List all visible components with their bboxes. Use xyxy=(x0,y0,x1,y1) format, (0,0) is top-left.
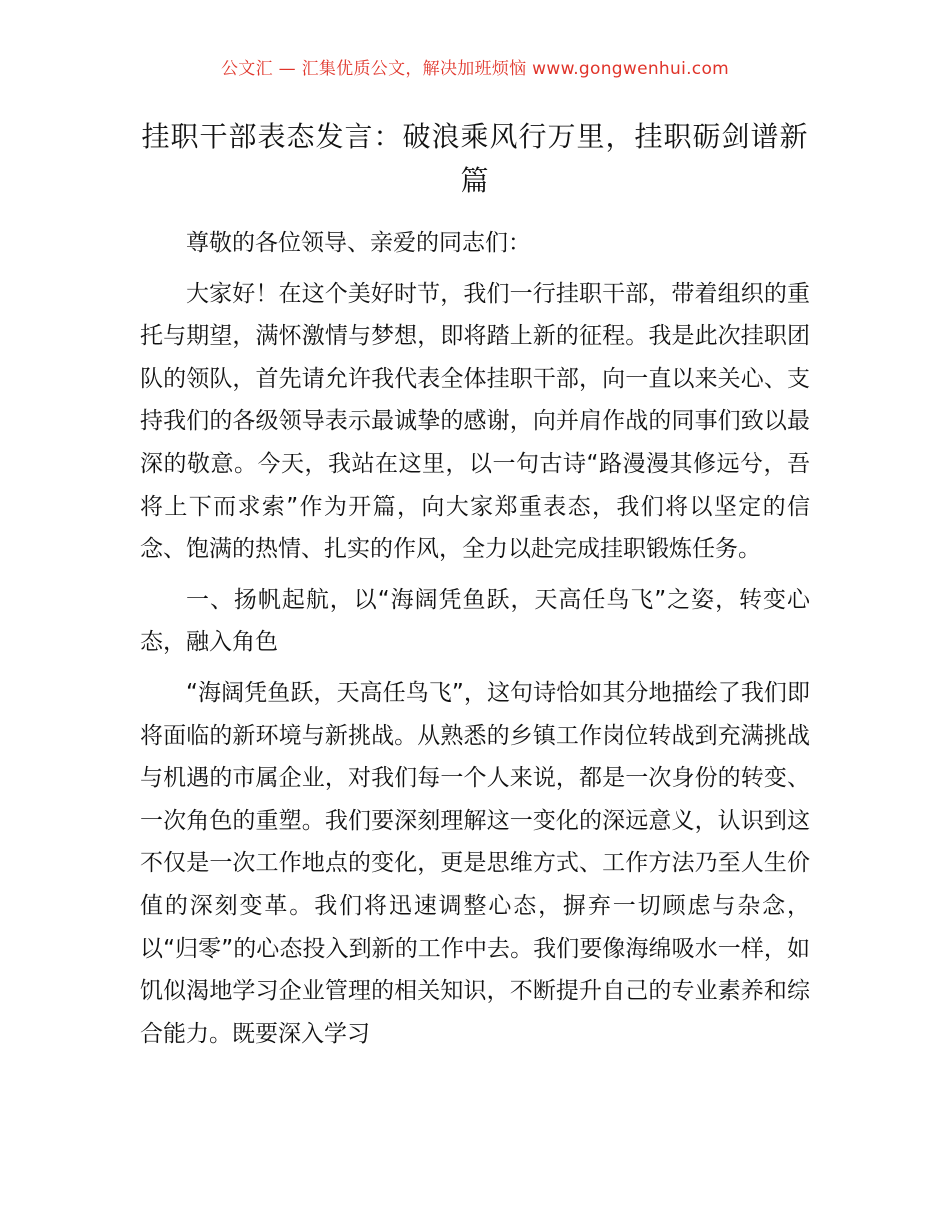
document-title: 挂职干部表态发言：破浪乘风行万里，挂职砺剑谱新篇 xyxy=(141,120,809,197)
paragraph-greeting: 大家好！在这个美好时节，我们一行挂职干部，带着组织的重托与期望，满怀激情与梦想，即将踏上新的征程。我是此次挂职团队的领队，首先请允许我代表全体挂职干部，向一直以来关心、支持我们的各级领导表示最诚挚的感谢，向并肩作战的同事们致以最深的敬意。今天，我站在这里，以一句古诗“路漫漫其修远兮，吾将上下而求索”作为开篇，向大家郑重表态，我们将以坚定的信念、饱满的热情、扎实的作风，全力以赴完成挂职锻炼任务。 xyxy=(140,280,810,563)
paragraph-section-1: “海阔凭鱼跃，天高任鸟飞”，这句诗恰如其分地描绘了我们即将面临的新环境与新挑战。从熟悉的乡镇工作岗位转战到充满挑战与机遇的市属企业，对我们每一个人来说，都是一次身份的转变、一次角色的重塑。我们要深刻理解这一变化的深远意义，认识到这不仅是一次工作地点的变化，更是思维方式、工作方法乃至人生价值的深刻变革。我们将迅速调整心态，摒弃一切顾虑与杂念，以“归零”的心态投入到新的工作中去。我们要像海绵吸水一样，如饥似渴地学习企业管理的相关知识，不断提升自己的专业素养和综合能力。既要深入学习 xyxy=(140,679,810,1047)
document-body xyxy=(140,222,810,1055)
section-heading-1: 一、扬帆起航，以“海阔凭鱼跃，天高任鸟飞”之姿，转变心态，融入角色 xyxy=(140,586,810,656)
salutation: 尊敬的各位领导、亲爱的同志们： xyxy=(186,230,531,256)
header-banner[interactable]: 公文汇 — 汇集优质公文，解决加班烦恼 www.gongwenhui.com xyxy=(220,59,730,79)
